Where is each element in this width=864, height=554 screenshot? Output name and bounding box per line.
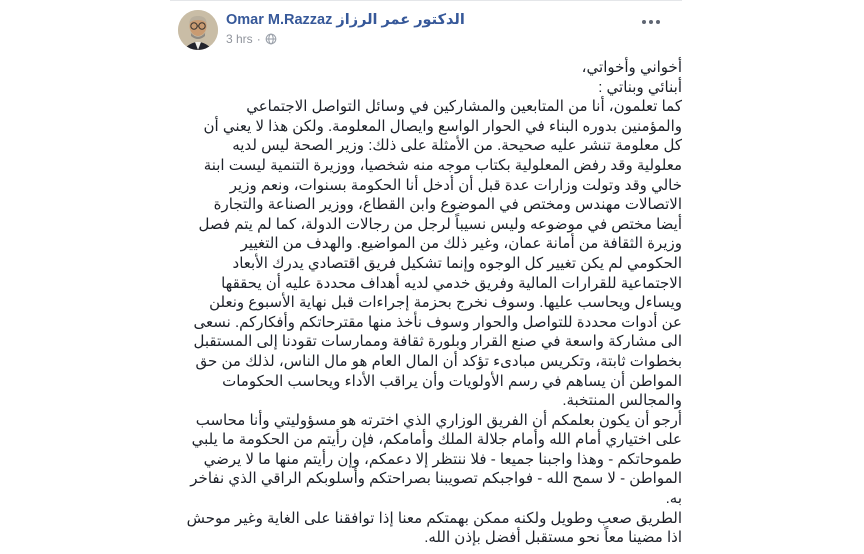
post-paragraph: كما تعلمون، أنا من المتابعين والمشاركين في وسائل التواصل الاجتماعي والمؤمنين بدوره البناء في الحوار الواسع وايصال المعلومة. ولكن هذا لا يعني أن كل معلومة تنشر عليه صحيحة. من الأمثلة على ذلك: وزير الصحة ليس لديه معلولية وقد رفض المعلولية بكتاب موجه منه شخصيا، ووزيرة التنمية ليست ابنة خالي وقد وتولت وزارات عدة قبل أن أدخل أنا الحكومة بسنوات، ونعم وزير الاتصالات مهندس ومختص في الموضوع وابن القطاع، ووزير الصناعة والتجارة أيضا مختص في موضوعه وليس نسيباً لرجل من رجالات الدولة، كما لم يتم فصل وزيرة الثقافة من أمانة عمان، وغير ذلك من المواضيع. والهدف من التغيير الحكومي لم يكن تغيير كل الوجوه وإنما تشكيل فريق اقتصادي يدرك الأبعاد الاجتماعية للقرارات المالية وفريق خدمي لديه أهداف محددة عليه أن يحققها ويساءل ويحاسب عليها. وسوف نخرج بحزمة إجراءات قبل نهاية الأسبوع ونعلن عن أدوات محددة للتواصل والحوار وسوف نأخذ منها مقترحاتكم وأفكاركم. نسعى الى مشاركة واسعة في صنع القرار وبلورة ثقافة وممارسات تقودنا إلى المستقبل بخطوات ثابتة، وتكريس مبادىء تؤكد أن المال العام هو مال الناس، لذلك من حق المواطن أن يساهم في رسم الأولويات وأن يراقب الأداء ويحاسب الحكومات والمجالس المنتخبة.	[193, 98, 682, 410]
post-card	[170, 0, 682, 554]
author-name-link[interactable]: الدكتور عمر الرزاز Omar M.Razzaz	[226, 12, 465, 28]
timestamp-link[interactable]	[226, 32, 465, 46]
post-paragraph: الطريق صعب وطويل ولكنه ممكن بهمتكم معنا إذا توافقنا على الغاية وغير موحش اذا مضينا معاً نحو مستقبل أفضل بإذن الله.	[186, 509, 682, 547]
profile-photo-icon	[178, 10, 218, 50]
post-text	[185, 50, 682, 554]
more-options-button[interactable]	[638, 16, 664, 28]
timestamp-text: 3 hrs	[226, 32, 253, 46]
header-info	[226, 10, 465, 46]
profile-avatar[interactable]	[178, 10, 218, 50]
ellipsis-icon	[642, 20, 660, 24]
post-paragraph: أرجو أن يكون بعلمكم أن الفريق الوزاري الذي اخترته هو مسؤوليتي وأنا محاسب على اختياري أمام الله وأمام جلالة الملك وأمامكم، فإن رأيتم من الحكومة ما يلبي طموحاتكم - وهذا واجبنا جميعا - فلا ننتظر إلا دعمكم، وإن رأيتم منها ما لا يرضي المواطن - لا سمح الله - فواجبكم تصويبنا بصراحتكم وأسلوبكم الراقي الذي نفاخر به.	[190, 411, 682, 508]
meta-separator: ·	[256, 32, 261, 46]
post-header	[170, 1, 682, 50]
globe-public-icon	[265, 33, 277, 45]
post-paragraph: أبنائي وبناتي :	[598, 78, 682, 96]
post-paragraph: أخواني وأخواتي،	[581, 59, 682, 76]
